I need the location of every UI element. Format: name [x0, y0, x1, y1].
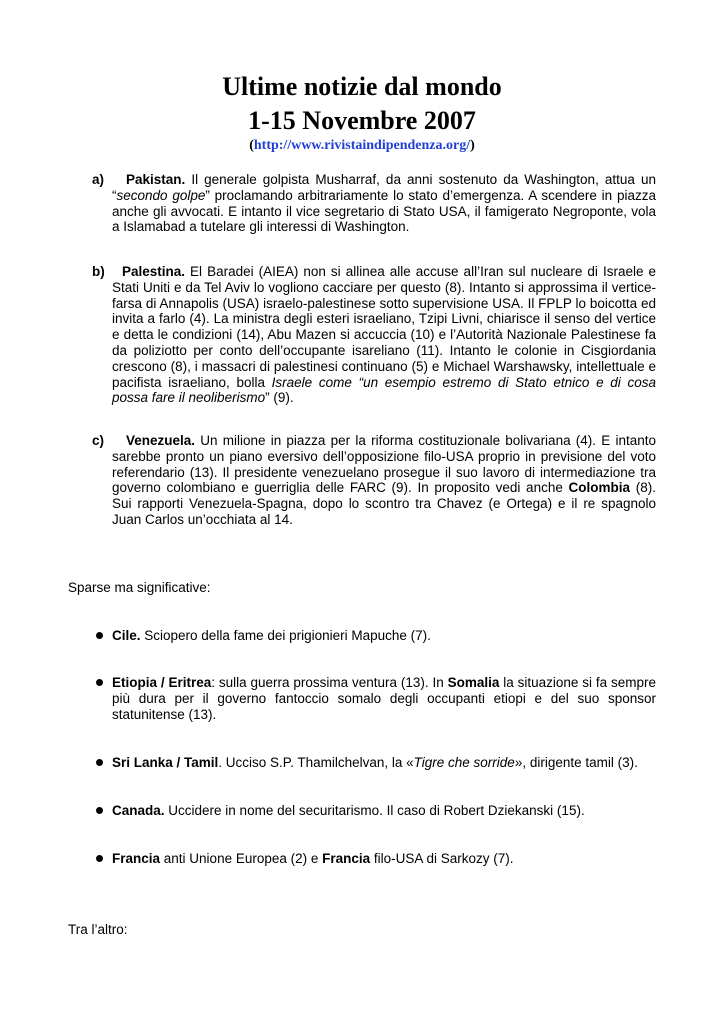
bullet-lead: Cile.	[112, 628, 141, 643]
bullet-text: Sciopero della fame dei prigionieri Mapuche (7).	[140, 628, 431, 643]
bullet-text: », dirigente tamil (3).	[514, 755, 638, 770]
item-lead: Palestina.	[122, 264, 186, 279]
news-item-palestina	[112, 264, 656, 406]
bullet-item-etiopia	[112, 675, 656, 722]
bullet-lead: Etiopia / Eritrea	[112, 675, 212, 690]
bullet-lead: Sri Lanka / Tamil	[112, 755, 219, 770]
item-text: El Baradei (AIEA) non si allinea alle accuse all’Iran sul nucleare di Israele e Stati Uniti e da Tel Aviv lo vogliono cacciare per questo (8). Intanto si approssima il vertice-farsa di Annapolis (USA) israelo-palestinese sotto supervisione USA. Il FPLP lo boicotta ed invita a farlo (4). La ministra degli esteri israeliano, Tzipi Livni, chiarisce il senso del vertice e detta le condizioni (14), Abu Mazen si accuccia (10) e l’Autorità Nazionale Palestinese fa da poliziotto per conto dell’occupante isareliano (11). Intanto le colonie in Cisgiordania crescono (8), i massacri di palestinesi continuano (5) e Michael Warshawsky, intellettuale e pacifista israeliano, bolla	[112, 264, 656, 390]
bullet-item-sri-lanka	[112, 755, 656, 771]
item-text: ” (9).	[265, 390, 294, 406]
news-item-venezuela	[112, 433, 656, 528]
bullet-dot	[96, 632, 103, 639]
bullet-text: : sulla guerra prossima ventura (13). In	[211, 675, 448, 690]
bullet-emphasis: Tigre che sorride	[413, 755, 515, 770]
news-item-pakistan	[112, 172, 656, 235]
bullet-item-cile	[112, 628, 656, 644]
bullet-dot	[96, 807, 103, 814]
item-marker: c)	[92, 433, 105, 448]
item-text: Il generale golpista Musharraf, da anni sostenuto da Washington, attua un “	[112, 172, 656, 203]
bullet-lead: Francia	[112, 851, 161, 866]
bullet-bold: Somalia	[447, 675, 500, 690]
bullet-text: . Ucciso S.P. Thamilchelvan, la «	[218, 755, 414, 770]
bullet-item-canada	[112, 803, 656, 819]
bullet-dot	[96, 679, 103, 686]
item-emphasis: secondo golpe	[116, 187, 206, 203]
item-bold: Colombia	[568, 480, 631, 496]
bullet-lead: Canada.	[112, 803, 165, 818]
item-text: ” proclamando arbitrariamente lo stato d’emergenza. A scendere in piazza anche gli avvocati. E intanto il vice segretario di Stato USA, il famigerato Negroponte, vola a Islamabad a tutelare gli interessi di Washington.	[112, 187, 656, 235]
item-marker: b)	[92, 264, 105, 279]
bullet-bold: Francia	[322, 851, 371, 866]
item-lead: Pakistan.	[126, 172, 186, 187]
source-link-line	[0, 138, 724, 154]
bullet-text: Uccidere in nome del securitarismo. Il caso di Robert Dziekanski (15).	[164, 803, 585, 818]
item-emphasis: Israele come “un esempio estremo di Stato etnico e di cosa possa fare il neoliberismo	[112, 374, 656, 406]
paren-open: (	[249, 138, 254, 153]
paren-close: )	[470, 138, 475, 153]
page-title: Ultime notizie dal mondo	[222, 72, 502, 101]
footer-label: Tra l’altro:	[68, 922, 128, 937]
item-marker: a)	[92, 172, 105, 187]
bullet-text: filo-USA di Sarkozy (7).	[370, 851, 514, 866]
section-label: Sparse ma significative:	[68, 580, 211, 595]
bullet-text: anti Unione Europea (2) e	[160, 851, 323, 866]
item-text: Un milione in piazza per la riforma costituzionale bolivariana (4). E intanto sarebbe pronto un piano eversivo dell’opposizione filo-USA proprio in previsione del voto referendario (13). Il presidente venezuelano prosegue il suo lavoro di intermediazione tra governo colombiano e guerriglia delle FARC (9). In proposito vedi anche	[112, 433, 656, 496]
bullet-dot	[96, 759, 103, 766]
bullet-item-francia	[112, 851, 656, 867]
page-subtitle-date: 1-15 Novembre 2007	[248, 106, 476, 135]
item-lead: Venezuela.	[126, 433, 196, 448]
source-link[interactable]: http://www.rivistaindipendenza.org/	[253, 138, 471, 153]
item-text: (8). Sui rapporti Venezuela-Spagna, dopo lo scontro tra Chavez (e Ortega) e il re spagnolo Juan Carlos un’occhiata al 14.	[112, 480, 656, 527]
bullet-dot	[96, 855, 103, 862]
bullet-text: la situazione si fa sempre più dura per il governo fantoccio somalo degli occupanti etiopi e del suo sponsor statunitense (13).	[112, 675, 657, 722]
